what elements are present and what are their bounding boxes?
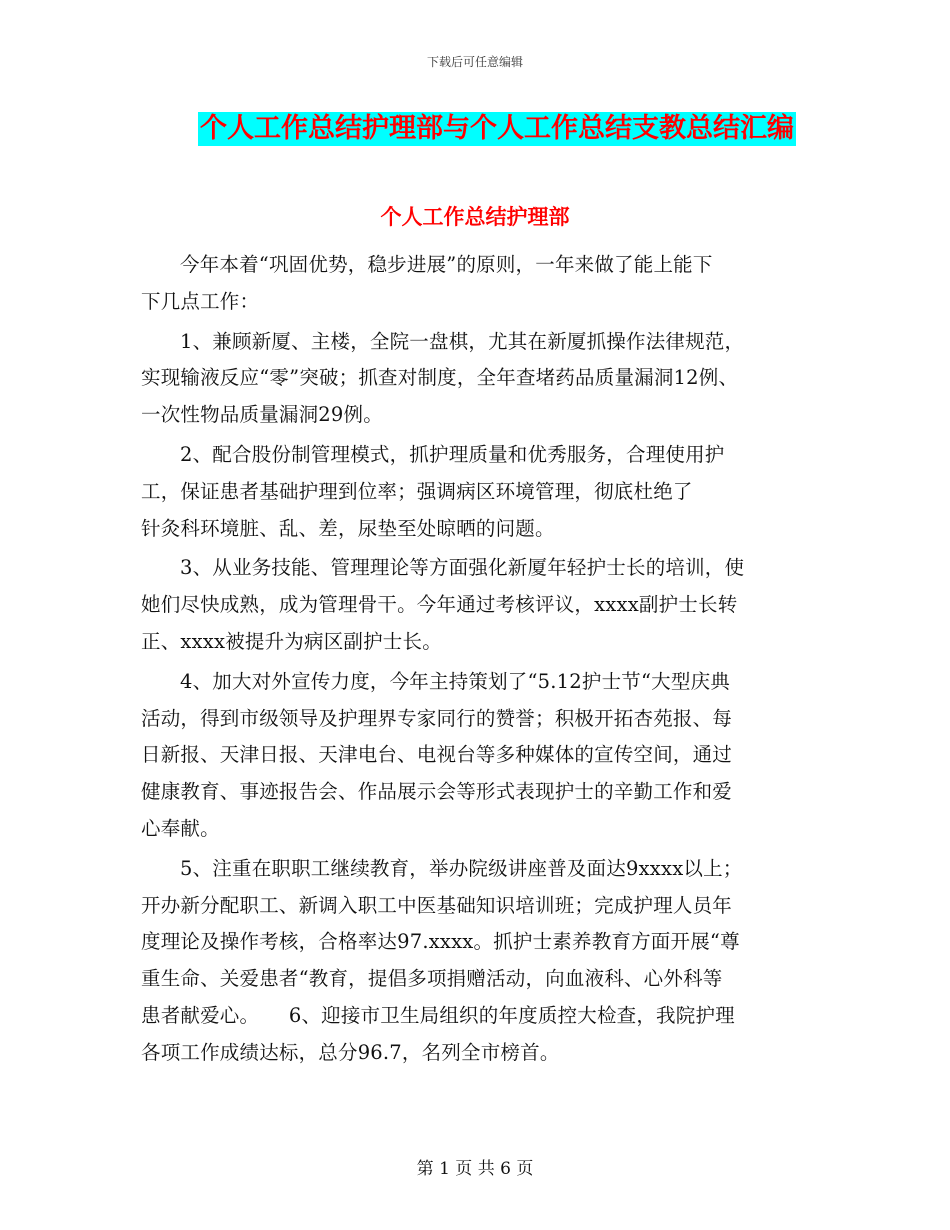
paragraph-line: 正、xxxx被提升为病区副护士长。	[141, 629, 442, 653]
paragraph-line: 重生命、关爱患者“教育，提倡多项捐赠活动，向血液科、心外科等	[141, 967, 723, 991]
paragraph-line: 2、配合股份制管理模式，抓护理质量和优秀服务，合理使用护	[180, 442, 725, 466]
main-title: 个人工作总结护理部与个人工作总结支教总结汇编	[200, 113, 794, 144]
paragraph	[141, 550, 813, 660]
paragraph-line: 工，保证患者基础护理到位率；强调病区环境管理，彻底杜绝了	[141, 479, 693, 503]
paragraph-line: 实现输液反应“零”突破；抓查对制度，全年查堵药品质量漏洞12例、	[141, 366, 739, 390]
paragraph-line: 4、加大对外宣传力度，今年主持策划了“5.12护士节“大型庆典	[180, 669, 730, 693]
paragraph-line: 一次性物品质量漏洞29例。	[141, 403, 383, 427]
document-body	[141, 247, 813, 1075]
paragraph-line: 今年本着“巩固优势，稳步进展”的原则，一年来做了能上能下	[180, 253, 713, 276]
paragraph-line: 3、从业务技能、管理理论等方面强化新厦年轻护士长的培训，使	[180, 556, 745, 580]
paragraph-line: 活动，得到市级领导及护理界专家同行的赞誉；积极开拓杏苑报、每	[141, 706, 733, 730]
paragraph-line: 开办新分配职工、新调入职工中医基础知识培训班；完成护理人员年	[141, 893, 733, 917]
paragraph	[141, 851, 813, 1072]
section-title: 个人工作总结护理部	[380, 204, 570, 229]
paragraph	[141, 437, 813, 547]
paragraph-line: 心奉献。	[141, 816, 220, 840]
paragraph	[141, 664, 813, 848]
paragraph-line: 各项工作成绩达标，总分96.7，名列全市榜首。	[141, 1040, 560, 1064]
paragraph-line: 健康教育、事迹报告会、作品展示会等形式表现护士的辛勤工作和爱	[141, 780, 733, 804]
header-note: 下载后可任意编辑	[426, 55, 523, 69]
paragraph-line: 她们尽快成熟，成为管理骨干。今年通过考核评议，xxxx副护士长转	[141, 593, 738, 617]
main-title-container	[0, 112, 950, 146]
paragraph-line: 5、注重在职职工继续教育，举办院级讲座普及面达9xxxx以上；	[180, 856, 743, 880]
paragraph-line: 针灸科环境脏、乱、差，尿垫至处晾晒的问题。	[141, 516, 555, 540]
paragraph-line: 患者献爱心。 6、迎接市卫生局组织的年度质控大检查，我院护理	[141, 1003, 735, 1027]
paragraph-line: 度理论及操作考核，合格率达97.xxxx。抓护士素养教育方面开展“尊	[141, 930, 740, 954]
paragraph	[141, 324, 813, 434]
paragraph	[141, 247, 813, 321]
paragraph-line: 下几点工作：	[141, 289, 260, 313]
page-footer: 第 1 页 共 6 页	[416, 1159, 534, 1179]
paragraph-line: 日新报、天津日报、天津电台、电视台等多种媒体的宣传空间，通过	[141, 743, 733, 767]
paragraph-line: 1、兼顾新厦、主楼，全院一盘棋，尤其在新厦抓操作法律规范，	[180, 329, 745, 353]
